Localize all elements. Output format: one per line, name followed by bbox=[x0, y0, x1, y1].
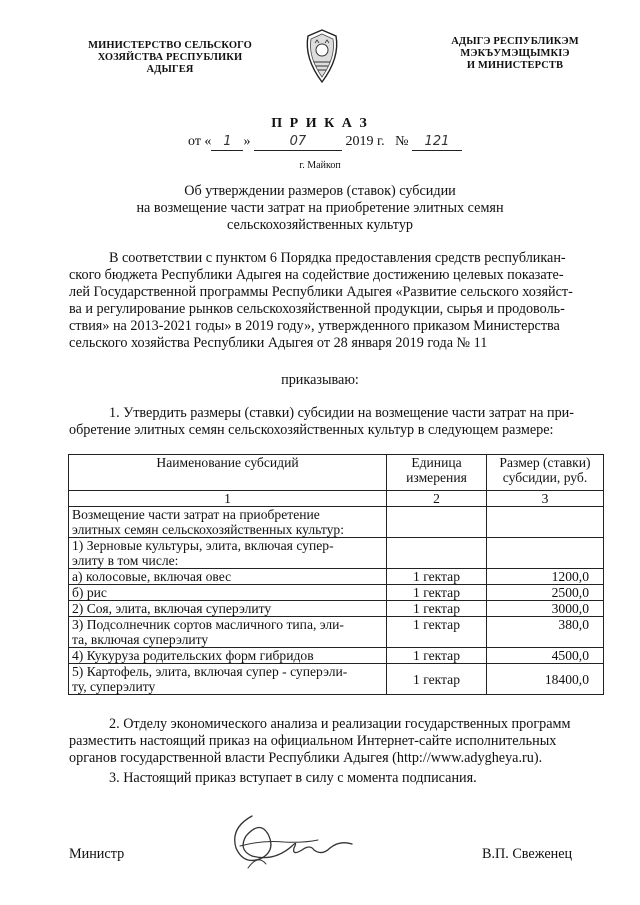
table-row bbox=[69, 617, 604, 648]
row-unit: 1 гектар bbox=[387, 664, 487, 695]
header-name: Наименование субсидий bbox=[69, 455, 387, 491]
preamble-line: ва и регулирование рынков сельскохозяйственной продукции, сырья и продоволь- bbox=[69, 301, 565, 317]
row-name-line: элитных семян сельскохозяйственных культур: bbox=[72, 522, 344, 537]
month-handwritten: 07 bbox=[289, 134, 307, 149]
row-unit: 1 гектар bbox=[387, 601, 487, 617]
column-number: 1 bbox=[69, 491, 387, 507]
ministry-name-adyghe-line: МЭКЪУМЭЩЫМКIЭ bbox=[460, 48, 570, 59]
table-row bbox=[69, 664, 604, 695]
preamble-line: ствия» на 2013-2021 годы» в 2019 году», утвержденного приказом Министерства bbox=[69, 318, 560, 334]
row-rate: 18400,0 bbox=[487, 664, 604, 695]
item-2-line: 2. Отделу экономического анализа и реализации государственных программ bbox=[109, 716, 571, 732]
preamble-line: лей Государственной программы Республики Адыгея «Развитие сельского хозяйст- bbox=[69, 284, 573, 300]
month-field bbox=[254, 134, 342, 151]
row-name-line: Возмещение части затрат на приобретение bbox=[72, 507, 320, 522]
row-name bbox=[69, 617, 387, 648]
date-separator: » bbox=[243, 134, 251, 149]
row-name bbox=[69, 569, 387, 585]
row-name bbox=[69, 601, 387, 617]
order-date-line bbox=[188, 134, 462, 151]
row-unit: 1 гектар bbox=[387, 617, 487, 648]
row-name bbox=[69, 585, 387, 601]
subject-line: Об утверждении размеров (ставок) субсидии bbox=[184, 183, 456, 199]
signatory-position: Министр bbox=[69, 846, 125, 862]
item-1-line: 1. Утвердить размеры (ставки) субсидии на возмещение части затрат на при- bbox=[109, 405, 574, 421]
decree-word: приказываю: bbox=[281, 372, 359, 388]
preamble-line: ского бюджета Республики Адыгея на содействие достижению целевых показате- bbox=[69, 267, 564, 283]
row-rate: 4500,0 bbox=[487, 648, 604, 664]
table-row bbox=[69, 569, 604, 585]
header-rate-line: Размер (ставки) bbox=[499, 455, 591, 470]
number-handwritten: 121 bbox=[424, 134, 450, 149]
row-name-line: та, включая суперэлиту bbox=[72, 632, 209, 647]
row-name-line: 3) Подсолнечник сортов масличного типа, эли- bbox=[72, 617, 344, 632]
row-unit bbox=[387, 507, 487, 538]
row-name-line: элиту в том числе: bbox=[72, 553, 179, 568]
row-rate: 1200,0 bbox=[487, 569, 604, 585]
ministry-name-ru-line: АДЫГЕЯ bbox=[146, 64, 194, 75]
row-name-line: 1) Зерновые культуры, элита, включая супер- bbox=[72, 538, 334, 553]
table-row bbox=[69, 648, 604, 664]
day-field bbox=[211, 134, 243, 151]
row-name-line: б) рис bbox=[72, 585, 107, 600]
row-name bbox=[69, 538, 387, 569]
row-unit bbox=[387, 538, 487, 569]
row-rate: 2500,0 bbox=[487, 585, 604, 601]
header-rate-line: субсидии, руб. bbox=[502, 470, 588, 485]
order-city: г. Майкоп bbox=[299, 160, 341, 171]
subject-line: сельскохозяйственных культур bbox=[226, 217, 414, 233]
header-unit-line: Единица bbox=[411, 455, 462, 470]
row-name bbox=[69, 664, 387, 695]
item-1-paragraph bbox=[69, 405, 589, 439]
row-unit: 1 гектар bbox=[387, 585, 487, 601]
signatory-name: В.П. Свеженец bbox=[482, 846, 573, 862]
item-1-line: обретение элитных семян сельскохозяйственных культур в следующем размере: bbox=[69, 422, 554, 438]
ministry-name-adyghe-line: И МИНИСТЕРСТВ bbox=[466, 60, 564, 71]
header-unit bbox=[387, 455, 487, 491]
item-2-line: разместить настоящий приказ на официальном Интернет-сайте исполнительных bbox=[69, 733, 557, 749]
order-title: П Р И К А З bbox=[271, 116, 369, 131]
column-number: 3 bbox=[487, 491, 604, 507]
date-prefix: от « bbox=[188, 134, 212, 149]
number-field bbox=[412, 134, 462, 151]
row-rate bbox=[487, 538, 604, 569]
year-text: 2019 г. bbox=[345, 134, 385, 149]
row-unit: 1 гектар bbox=[387, 569, 487, 585]
row-rate bbox=[487, 507, 604, 538]
table-header-row bbox=[69, 455, 604, 491]
ministry-name-ru bbox=[75, 40, 265, 76]
column-numbers-row bbox=[69, 491, 604, 507]
row-name-line: 2) Соя, элита, включая суперэлиту bbox=[72, 601, 272, 616]
table-row bbox=[69, 601, 604, 617]
coat-of-arms-emblem bbox=[302, 28, 342, 84]
item-2-line: органов государственной власти Республики Адыгея (http://www.adygheya.ru). bbox=[69, 750, 543, 766]
row-name bbox=[69, 507, 387, 538]
day-handwritten: 1 bbox=[223, 134, 232, 149]
signature-scribble bbox=[222, 806, 362, 876]
ministry-name-ru-line: ХОЗЯЙСТВА РЕСПУБЛИКИ bbox=[97, 52, 243, 63]
header-unit-line: измерения bbox=[406, 470, 467, 485]
row-rate: 380,0 bbox=[487, 617, 604, 648]
row-unit: 1 гектар bbox=[387, 648, 487, 664]
header-rate bbox=[487, 455, 604, 491]
row-name-line: ту, суперэлиту bbox=[72, 679, 156, 694]
ministry-name-ru-line: МИНИСТЕРСТВО СЕЛЬСКОГО bbox=[88, 40, 252, 51]
order-subject bbox=[0, 183, 640, 234]
row-name-line: 5) Картофель, элита, включая супер - суперэли- bbox=[72, 664, 348, 679]
subject-line: на возмещение части затрат на приобретение элитных семян bbox=[136, 200, 504, 216]
row-name-line: 4) Кукуруза родительских форм гибридов bbox=[72, 648, 314, 663]
ministry-name-adyghe-line: АДЫГЭ РЕСПУБЛИКЭМ bbox=[451, 36, 579, 47]
item-3-paragraph: 3. Настоящий приказ вступает в силу с момента подписания. bbox=[109, 770, 477, 786]
row-name bbox=[69, 648, 387, 664]
table-row bbox=[69, 585, 604, 601]
subsidy-rates-table bbox=[68, 454, 604, 695]
row-name-line: а) колосовые, включая овес bbox=[72, 569, 232, 584]
row-rate: 3000,0 bbox=[487, 601, 604, 617]
number-sign: № bbox=[395, 134, 409, 149]
item-2-paragraph bbox=[69, 716, 589, 767]
preamble-line: сельского хозяйства Республики Адыгея от 28 января 2019 года № 11 bbox=[69, 335, 488, 351]
ministry-name-adyghe bbox=[440, 36, 590, 72]
preamble-paragraph bbox=[69, 250, 589, 352]
table-row bbox=[69, 507, 604, 538]
preamble-line: В соответствии с пунктом 6 Порядка предоставления средств республикан- bbox=[109, 250, 566, 266]
table-row bbox=[69, 538, 604, 569]
column-number: 2 bbox=[387, 491, 487, 507]
